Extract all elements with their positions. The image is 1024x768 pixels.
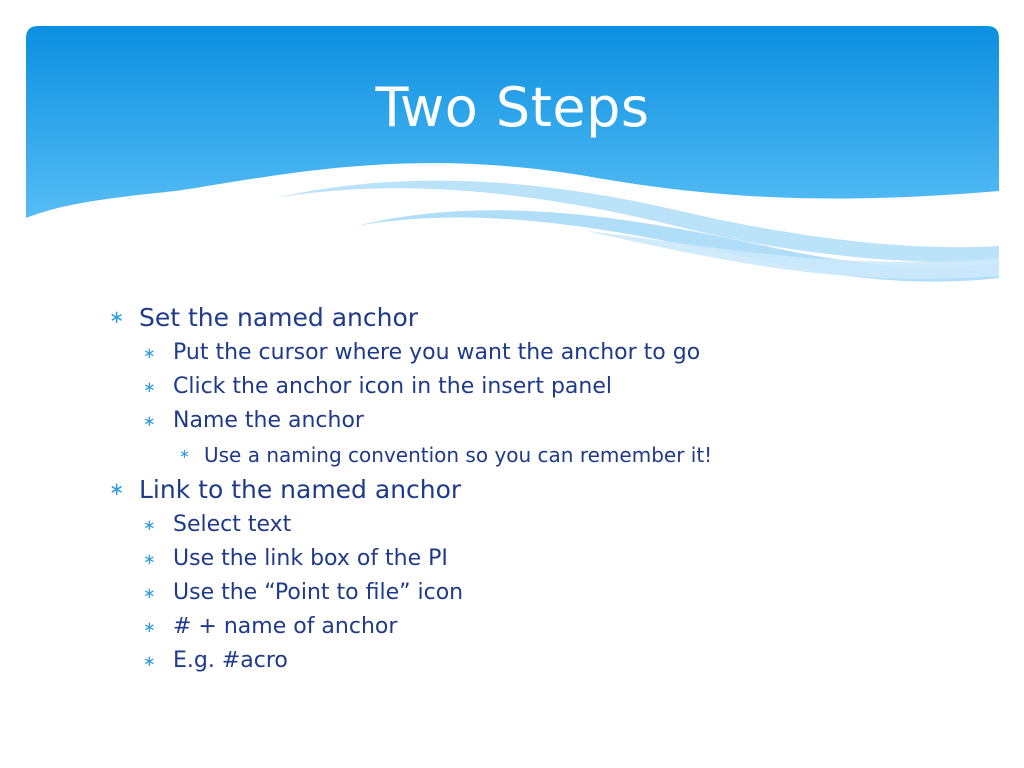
bullet-item — [143, 406, 364, 436]
bullet-item — [143, 578, 464, 608]
bullet-item — [143, 544, 448, 574]
bullet-asterisk-icon: ∗ — [109, 307, 125, 328]
bullet-text: E.g. #acro — [173, 648, 288, 673]
bullet-item — [179, 441, 713, 469]
bullet-asterisk-icon: ∗ — [143, 412, 156, 430]
bullet-asterisk-icon: ∗ — [179, 447, 190, 462]
bullet-text: Set the named anchor — [139, 303, 419, 332]
bullet-asterisk-icon: ∗ — [143, 516, 156, 534]
bullet-asterisk-icon: ∗ — [143, 618, 156, 636]
bullet-item — [109, 302, 419, 334]
bullet-item — [143, 510, 292, 540]
bullet-item — [143, 612, 398, 642]
bullet-asterisk-icon: ∗ — [143, 652, 156, 670]
bullet-text: Use the “Point to file” icon — [173, 580, 464, 605]
bullet-item — [109, 474, 462, 506]
bullet-text: Use the link box of the PI — [173, 546, 448, 571]
bullet-asterisk-icon: ∗ — [143, 584, 156, 602]
bullet-item — [143, 646, 288, 676]
bullet-asterisk-icon: ∗ — [143, 378, 156, 396]
bullet-asterisk-icon: ∗ — [143, 344, 156, 362]
bullet-text: Link to the named anchor — [139, 475, 462, 504]
bullet-asterisk-icon: ∗ — [143, 550, 156, 568]
bullet-text: Name the anchor — [173, 408, 364, 433]
bullet-text: Use a naming convention so you can remember it! — [204, 443, 713, 467]
bullet-text: Put the cursor where you want the anchor to go — [173, 340, 701, 365]
bullet-text: # + name of anchor — [173, 614, 398, 639]
bullet-asterisk-icon: ∗ — [109, 479, 125, 500]
bullet-item — [143, 338, 701, 368]
bullet-text: Select text — [173, 512, 292, 537]
bullet-text: Click the anchor icon in the insert panel — [173, 374, 612, 399]
bullet-item — [143, 372, 612, 402]
slide-title: Two Steps — [375, 76, 650, 139]
